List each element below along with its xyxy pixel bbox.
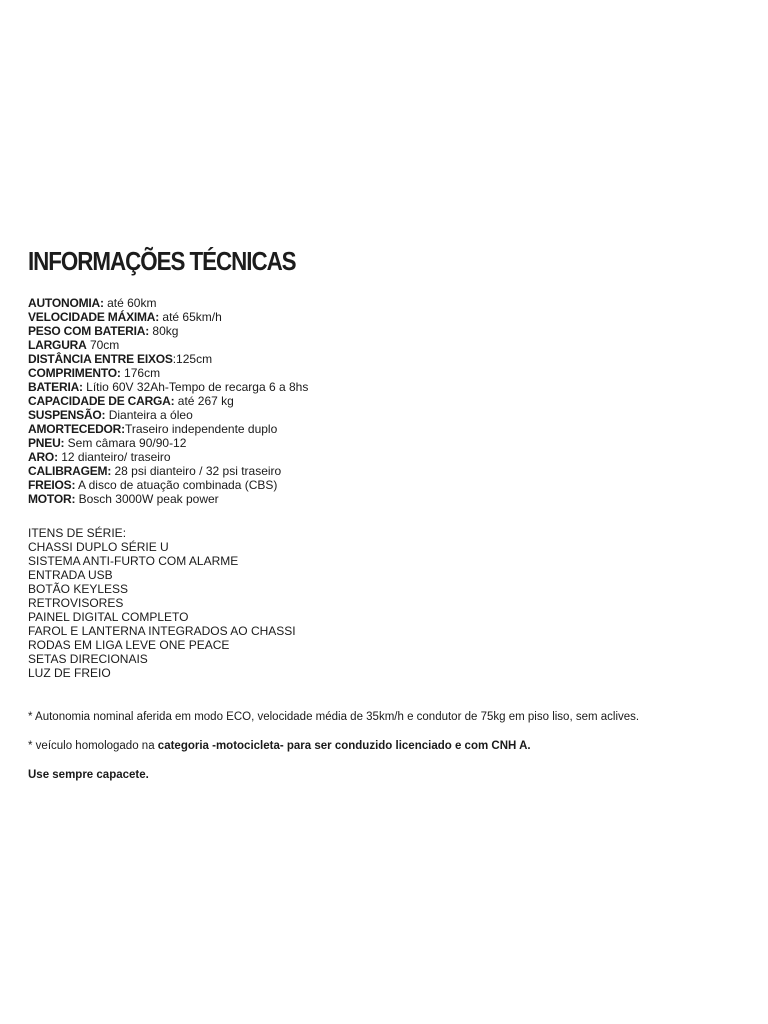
spec-item <box>28 464 748 478</box>
spec-key: CAPACIDADE DE CARGA: <box>28 394 175 408</box>
spec-key: VELOCIDADE MÁXIMA: <box>28 310 160 324</box>
spec-value: Bosch 3000W peak power <box>75 492 219 506</box>
spec-item <box>28 310 748 324</box>
list-item: SETAS DIRECIONAIS <box>28 652 148 666</box>
spec-value: A disco de atuação combinada (CBS) <box>75 478 278 492</box>
spec-value: até 267 kg <box>174 394 234 408</box>
homologation-text: * veículo homologado na <box>28 740 158 752</box>
spec-item <box>28 422 748 436</box>
list-item: RODAS EM LIGA LEVE ONE PEACE <box>28 638 230 652</box>
spec-key: DISTÂNCIA ENTRE EIXOS <box>28 352 173 366</box>
page-title: INFORMAÇÕES TÉCNICAS <box>28 246 296 276</box>
spec-value: Traseiro independente duplo <box>124 422 278 436</box>
spec-item <box>28 478 748 492</box>
homologation-footnote <box>28 739 748 754</box>
list-item: BOTÃO KEYLESS <box>28 582 129 596</box>
list-item: PAINEL DIGITAL COMPLETO <box>28 610 189 624</box>
spec-key: COMPRIMENTO: <box>28 366 121 380</box>
spec-item <box>28 394 748 408</box>
list-item: CHASSI DUPLO SÉRIE U <box>28 540 169 554</box>
standard-items-heading: ITENS DE SÉRIE: <box>28 526 127 540</box>
spec-item <box>28 492 748 506</box>
spec-item <box>28 408 748 422</box>
spec-item <box>28 436 748 450</box>
spec-value: até 65km/h <box>159 310 222 324</box>
spec-key: BATERIA: <box>28 380 83 394</box>
spec-key: CALIBRAGEM: <box>28 464 112 478</box>
helmet-warning <box>28 768 748 783</box>
spec-value: 176cm <box>120 366 161 380</box>
list-item: FAROL E LANTERNA INTEGRADOS AO CHASSI <box>28 624 296 638</box>
spec-value: 80kg <box>149 324 179 338</box>
spec-key: AUTONOMIA: <box>28 296 104 310</box>
spec-list <box>28 296 748 506</box>
spec-item <box>28 324 748 338</box>
list-item: LUZ DE FREIO <box>28 666 111 680</box>
spec-value: 28 psi dianteiro / 32 psi traseiro <box>111 464 282 478</box>
spec-item <box>28 380 748 394</box>
spec-key: PESO COM BATERIA: <box>28 324 150 338</box>
spec-item <box>28 352 748 366</box>
spec-key: MOTOR: <box>28 492 76 506</box>
list-item: RETROVISORES <box>28 596 124 610</box>
spec-item <box>28 450 748 464</box>
spec-value: 12 dianteiro/ traseiro <box>57 450 171 464</box>
spec-key: AMORTECEDOR: <box>28 422 125 436</box>
spec-item <box>28 366 748 380</box>
spec-key: PNEU: <box>28 436 65 450</box>
autonomy-footnote: * Autonomia nominal aferida em modo ECO, velocidade média de 35km/h e condutor de 75kg em piso liso, sem aclives. <box>28 711 640 723</box>
spec-key: LARGURA <box>28 338 87 352</box>
footnotes <box>28 710 748 783</box>
spec-value: até 60km <box>103 296 157 310</box>
spec-item <box>28 338 748 352</box>
spec-key: SUSPENSÃO: <box>28 408 106 422</box>
spec-key: ARO: <box>28 450 58 464</box>
spec-value: Dianteira a óleo <box>105 408 193 422</box>
spec-value: 70cm <box>86 338 120 352</box>
spec-key: FREIOS: <box>28 478 76 492</box>
homologation-category: categoria -motocicleta- para ser conduzido licenciado e com CNH A. <box>157 740 531 752</box>
tech-info-section <box>28 244 748 797</box>
list-item: ENTRADA USB <box>28 568 113 582</box>
spec-item <box>28 296 748 310</box>
spec-value: :125cm <box>172 352 213 366</box>
list-item: SISTEMA ANTI-FURTO COM ALARME <box>28 554 239 568</box>
standard-items-section <box>28 526 748 680</box>
spec-value: Lítio 60V 32Ah-Tempo de recarga 6 a 8hs <box>82 380 309 394</box>
helmet-warning-text: Use sempre capacete. <box>28 769 149 781</box>
standard-items-list <box>28 540 748 680</box>
spec-value: Sem câmara 90/90-12 <box>64 436 187 450</box>
